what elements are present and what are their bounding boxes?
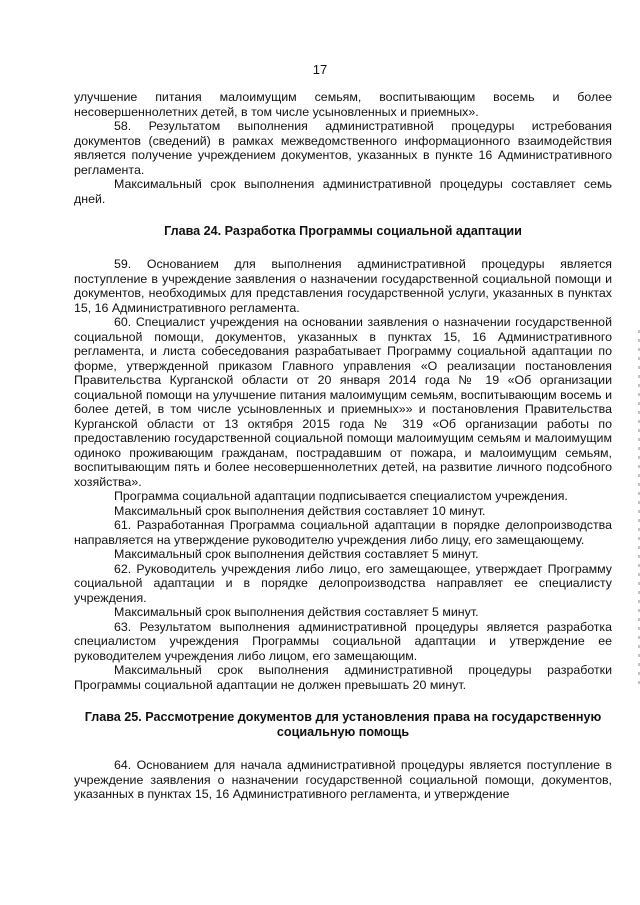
paragraph: Максимальный срок выполнения административной процедуры составляет семь дней. — [74, 177, 612, 206]
document-body — [74, 90, 612, 802]
paragraph: 59. Основанием для выполнения административной процедуры является поступление в учреждение заявления о назначении государственной социальной помощи и документов, необходимых для представления государственной услуги, указанных в пунктах 15, 16 Административного регламента. — [74, 257, 612, 315]
paragraph: Максимальный срок выполнения действия составляет 5 минут. — [114, 547, 479, 561]
paragraph: Максимальный срок выполнения действия составляет 5 минут. — [114, 605, 479, 619]
paragraph: Программа социальной адаптации подписывается специалистом учреждения. — [114, 489, 568, 503]
page-number: 17 — [312, 62, 328, 77]
paragraph: 58. Результатом выполнения административной процедуры истребования документов (сведений) в рамках межведомственного информационного взаимодействия является получение учреждением документов, указанных в пункте 16 Административного регламента. — [74, 119, 612, 177]
paragraph: 61. Разработанная Программа социальной адаптации в порядке делопроизводства направляется на утверждение руководителю учреждения либо лицу, его замещающему. — [74, 518, 612, 547]
chapter-heading: Глава 24. Разработка Программы социальной адаптации — [164, 224, 522, 238]
paragraph: Максимальный срок выполнения административной процедуры разработки Программы социальной адаптации не должен превышать 20 минут. — [74, 663, 612, 692]
paragraph: 60. Специалист учреждения на основании заявления о назначении государственной социальной помощи, документов, указанных в пунктах 15, 16 Административного регламента, и листа собеседования разрабатывает Программу социальной адаптации по форме, утвержденной приказом Главного управления «О реализации постановления Правительства Курганской области от 20 января 2014 года № 19 «Об организации социальной помощи на улучшение питания малоимущим семьям, воспитывающим восемь и более детей, в том числе усыновленных и приемных»» и постановления Правительства Курганской области от 13 октября 2015 года № 319 «Об организации работы по предоставлению государственной социальной помощи малоимущим семьям и малоимущим одиноко проживающим гражданам, пострадавшим от пожара, и малоимущим семьям, воспитывающим пять и более несовершеннолетних детей, на развитие личного подсобного хозяйства». — [74, 315, 612, 489]
paragraph: 64. Основанием для начала административной процедуры является поступление в учреждение заявления о назначении государственной социальной помощи, документов, указанных в пунктах 15, 16 Административного регламента, и утверждение — [74, 758, 612, 801]
paragraph: Максимальный срок выполнения действия составляет 10 минут. — [114, 503, 486, 518]
paragraph: 62. Руководитель учреждения либо лицо, его замещающее, утверждает Программу социальной адаптации и в порядке делопроизводства направляет ее специалисту учреждения. — [74, 561, 612, 605]
paragraph: улучшение питания малоимущим семьям, воспитывающим восемь и более несовершеннолетних детей, в том числе усыновленных и приемных». — [74, 90, 612, 119]
paragraph: 63. Результатом выполнения административной процедуры является разработка специалистом учреждения Программы социальной адаптации и утверждение ее руководителем учреждения либо лицом, его замещающим. — [74, 619, 612, 663]
chapter-heading: Глава 25. Рассмотрение документов для установления права на государственную социальную помощь — [84, 710, 602, 739]
